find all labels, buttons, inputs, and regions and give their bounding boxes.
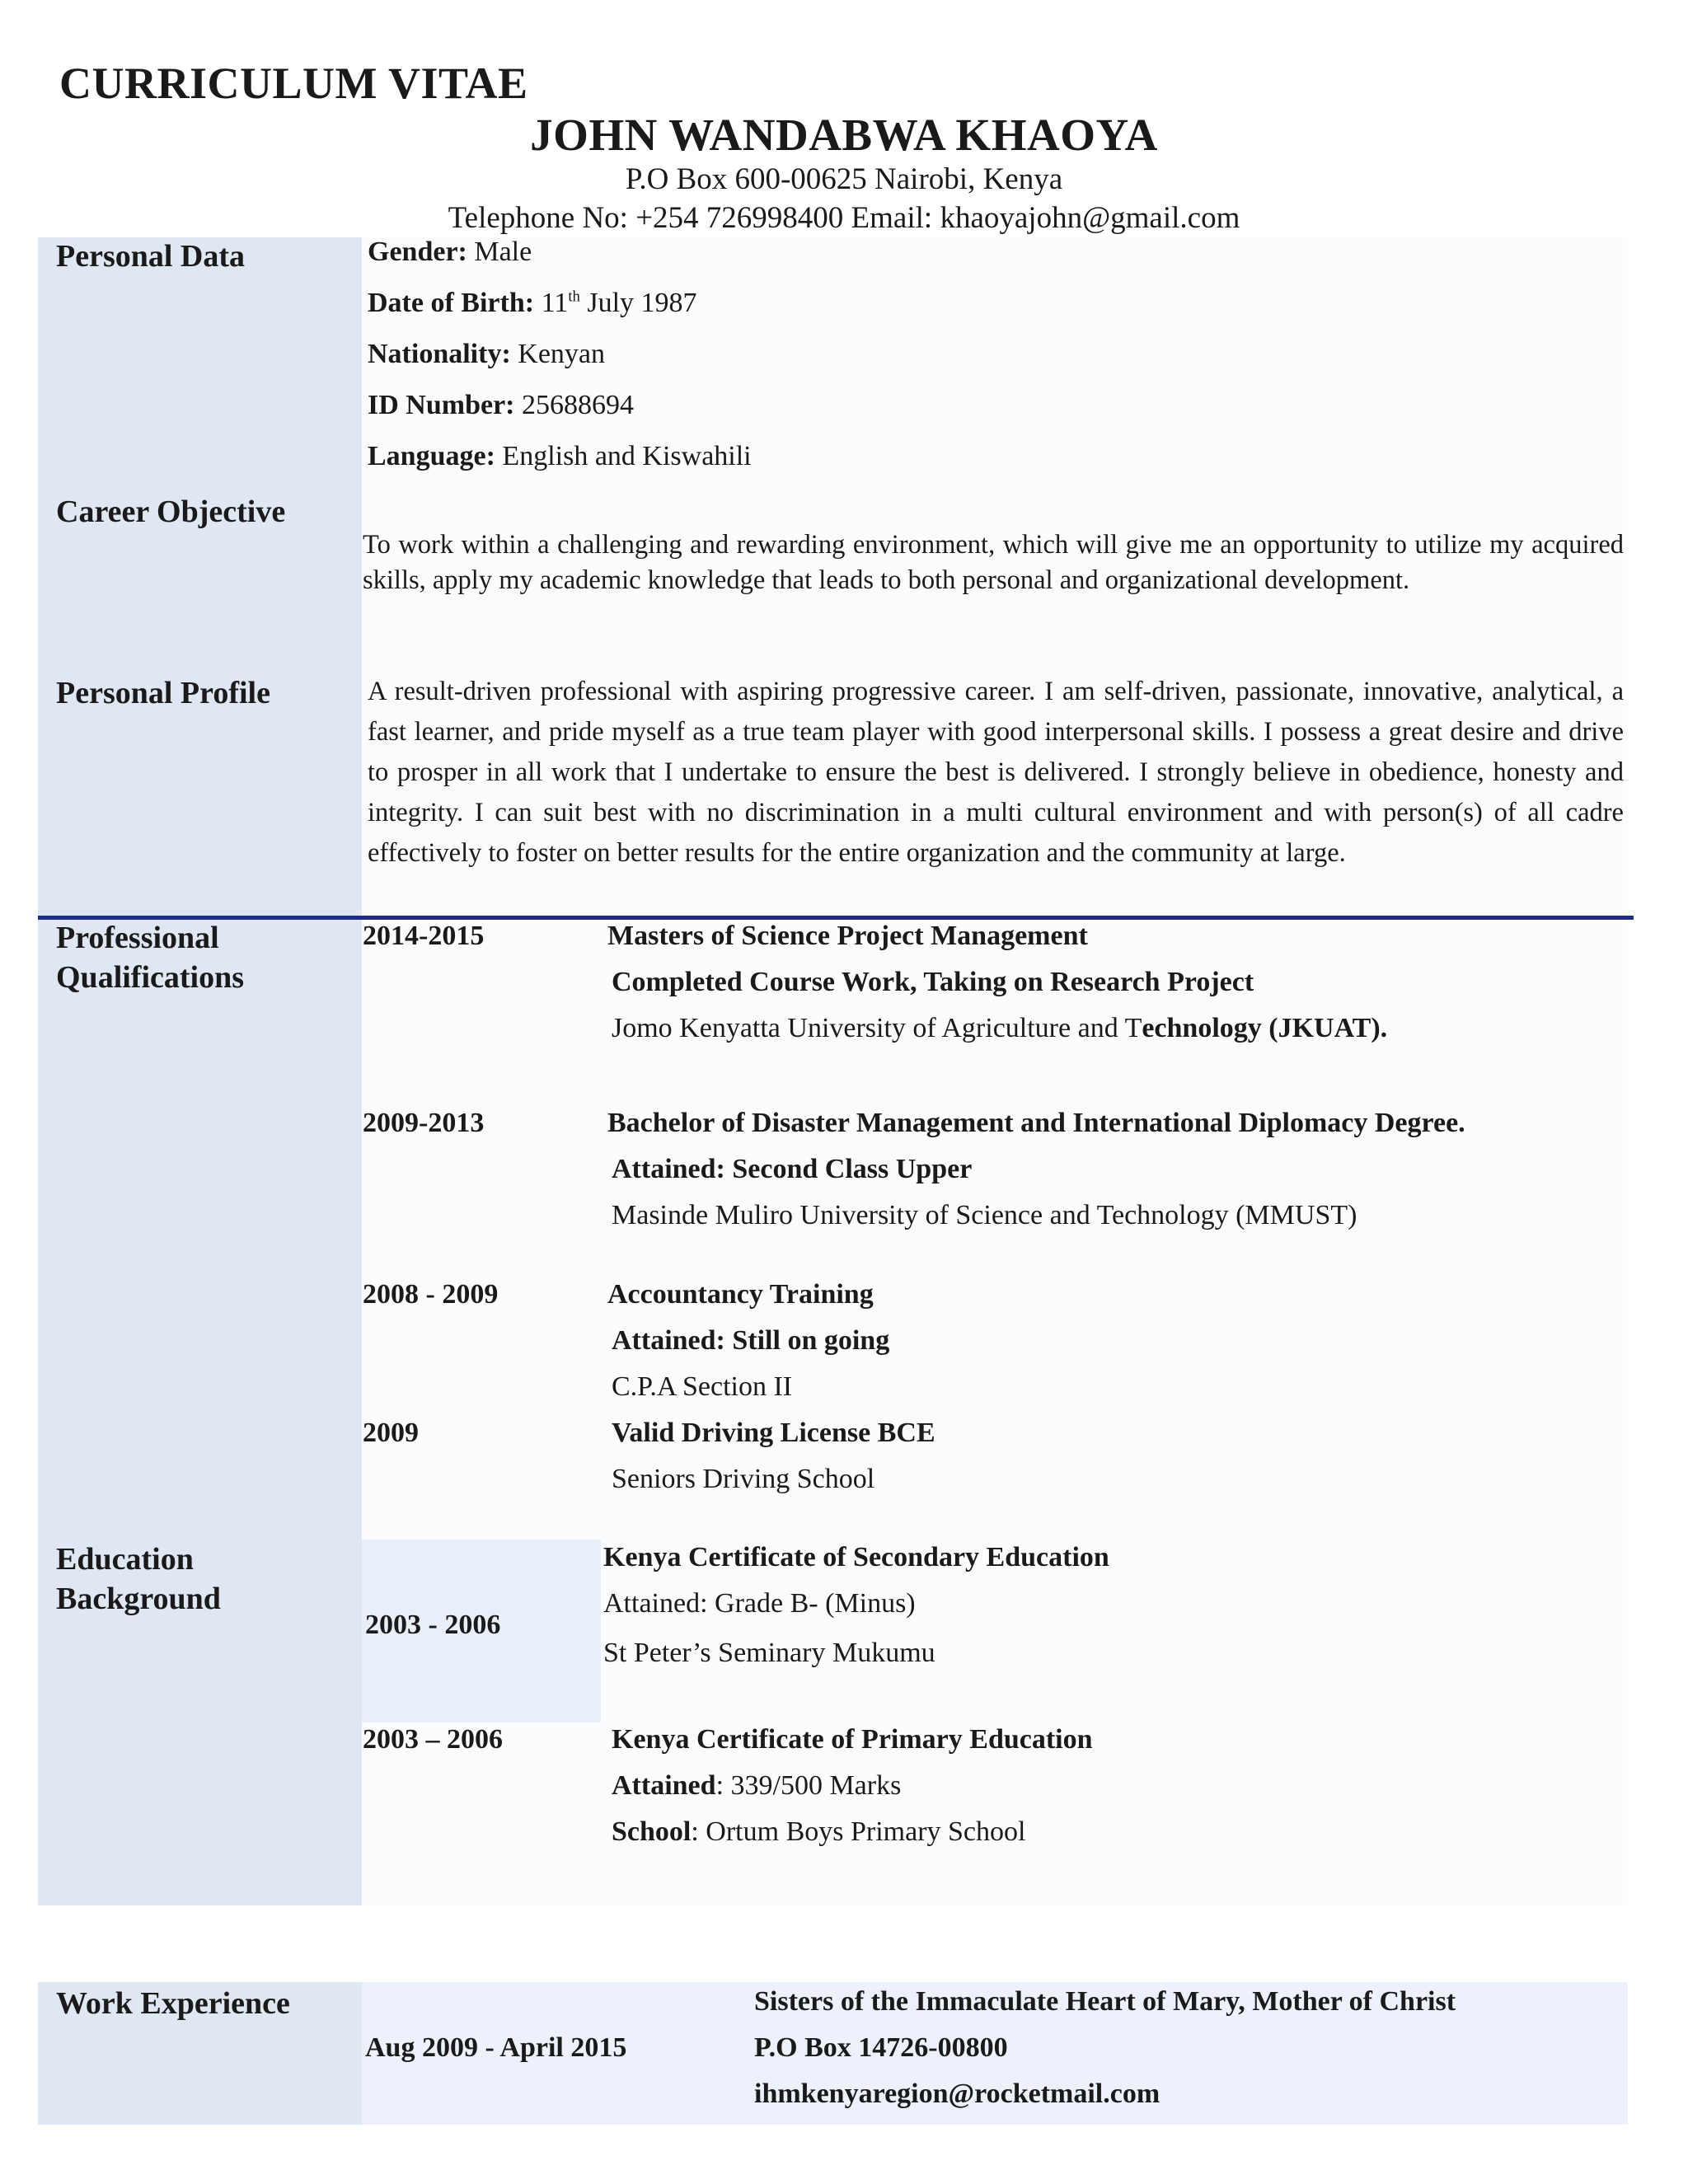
school-value: : Ortum Boys Primary School	[691, 1816, 1026, 1847]
language-row	[368, 441, 752, 472]
nationality-label: Nationality:	[368, 339, 511, 369]
employer-address: P.O Box 14726-00800	[754, 2032, 1008, 2063]
institution-text: Jomo Kenyatta University of Agriculture and T	[612, 1013, 1142, 1043]
language-value: English and Kiswahili	[502, 441, 752, 471]
dob-label: Date of Birth:	[368, 288, 535, 318]
education-title: Kenya Certificate of Secondary Education	[603, 1542, 1109, 1572]
qualification-detail: Attained: Still on going	[612, 1325, 890, 1356]
qualification-year: 2009	[363, 1418, 419, 1448]
qualification-title: Bachelor of Disaster Management and International Diplomacy Degree.	[607, 1108, 1465, 1138]
education-result: Attained: Grade B- (Minus)	[603, 1588, 916, 1619]
language-label: Language:	[368, 441, 495, 471]
nationality-row	[368, 339, 605, 370]
nationality-value: Kenyan	[518, 339, 606, 369]
heading-line: Education	[56, 1542, 194, 1577]
dob-rest: July 1987	[587, 288, 697, 318]
institution-text-bold: echnology (JKUAT).	[1142, 1013, 1388, 1043]
dob-suffix: th	[568, 288, 580, 306]
contact-line: Telephone No: +254 726998400 Email: khaoyajohn@gmail.com	[448, 201, 1240, 235]
result-label: Attained	[612, 1770, 716, 1801]
employer-email: ihmkenyaregion@rocketmail.com	[754, 2079, 1160, 2109]
id-label: ID Number:	[368, 390, 515, 420]
school-label: School	[612, 1816, 692, 1847]
id-row	[368, 390, 634, 421]
section-heading-personal-data: Personal Data	[56, 239, 246, 274]
section-heading-work-experience: Work Experience	[56, 1986, 290, 2021]
candidate-name: JOHN WANDABWA KHAOYA	[530, 110, 1158, 160]
qualification-institution: Seniors Driving School	[612, 1464, 875, 1494]
qualification-year: 2014-2015	[363, 921, 485, 951]
career-objective-text: To work within a challenging and rewarding environment, which will give me an opportunity to utilize my acquired skills, apply my academic knowledge that leads to both personal and organizational development.	[363, 530, 1624, 595]
heading-line: Qualifications	[56, 960, 245, 995]
postal-address: P.O Box 600-00625 Nairobi, Kenya	[625, 162, 1063, 196]
heading-line: Background	[56, 1582, 221, 1616]
qualification-title: Accountancy Training	[607, 1279, 874, 1310]
section-heading-personal-profile: Personal Profile	[56, 676, 270, 710]
section-divider	[38, 916, 1634, 920]
qualification-year: 2009-2013	[363, 1108, 485, 1138]
id-value: 25688694	[521, 390, 634, 420]
employer-name: Sisters of the Immaculate Heart of Mary, Mother of Christ	[754, 1986, 1456, 2017]
personal-profile-text: A result-driven professional with aspiring progressive career. I am self-driven, passionate, innovative, analytical, a fast learner, and pride myself as a true team player with good interpersonal skills. I possess a great desire and drive to prosper in all work that I undertake to ensure the best is delivered. I strongly believe in obedience, honesty and integrity. I can suit best with no discrimination in a multi cultural environment and with person(s) of all cadre effectively to foster on better results for the entire organization and the community at large.	[368, 677, 1624, 868]
qualification-institution: C.P.A Section II	[612, 1371, 793, 1402]
education-year: 2003 – 2006	[363, 1724, 503, 1755]
document-title: CURRICULUM VITAE	[59, 59, 528, 108]
education-result	[612, 1770, 901, 1802]
qualification-year: 2008 - 2009	[363, 1279, 499, 1310]
qualification-title: Masters of Science Project Management	[607, 921, 1088, 951]
education-title: Kenya Certificate of Primary Education	[612, 1724, 1093, 1755]
gender-row	[368, 237, 532, 268]
section-heading-professional-qualifications	[56, 918, 244, 997]
dob-day: 11	[541, 288, 569, 318]
qualification-institution	[612, 1013, 1387, 1044]
education-year: 2003 - 2006	[365, 1610, 501, 1640]
gender-label: Gender:	[368, 237, 467, 267]
heading-line: Professional	[56, 921, 219, 955]
qualification-institution: Masinde Muliro University of Science and Technology (MMUST)	[612, 1200, 1357, 1230]
work-period: Aug 2009 - April 2015	[365, 2032, 627, 2063]
qualification-detail: Completed Course Work, Taking on Research Project	[612, 967, 1254, 997]
gender-value: Male	[474, 237, 532, 267]
section-heading-education	[56, 1540, 221, 1619]
education-school: St Peter’s Seminary Mukumu	[603, 1638, 935, 1668]
education-school	[612, 1816, 1025, 1848]
qualification-title: Valid Driving License BCE	[612, 1418, 935, 1448]
qualification-detail: Attained: Second Class Upper	[612, 1154, 973, 1184]
dob-row	[368, 288, 697, 319]
result-value: : 339/500 Marks	[715, 1770, 902, 1801]
left-column-shade-top	[38, 237, 362, 919]
left-column-shade-middle	[38, 919, 362, 1905]
section-heading-career-objective: Career Objective	[56, 494, 286, 529]
